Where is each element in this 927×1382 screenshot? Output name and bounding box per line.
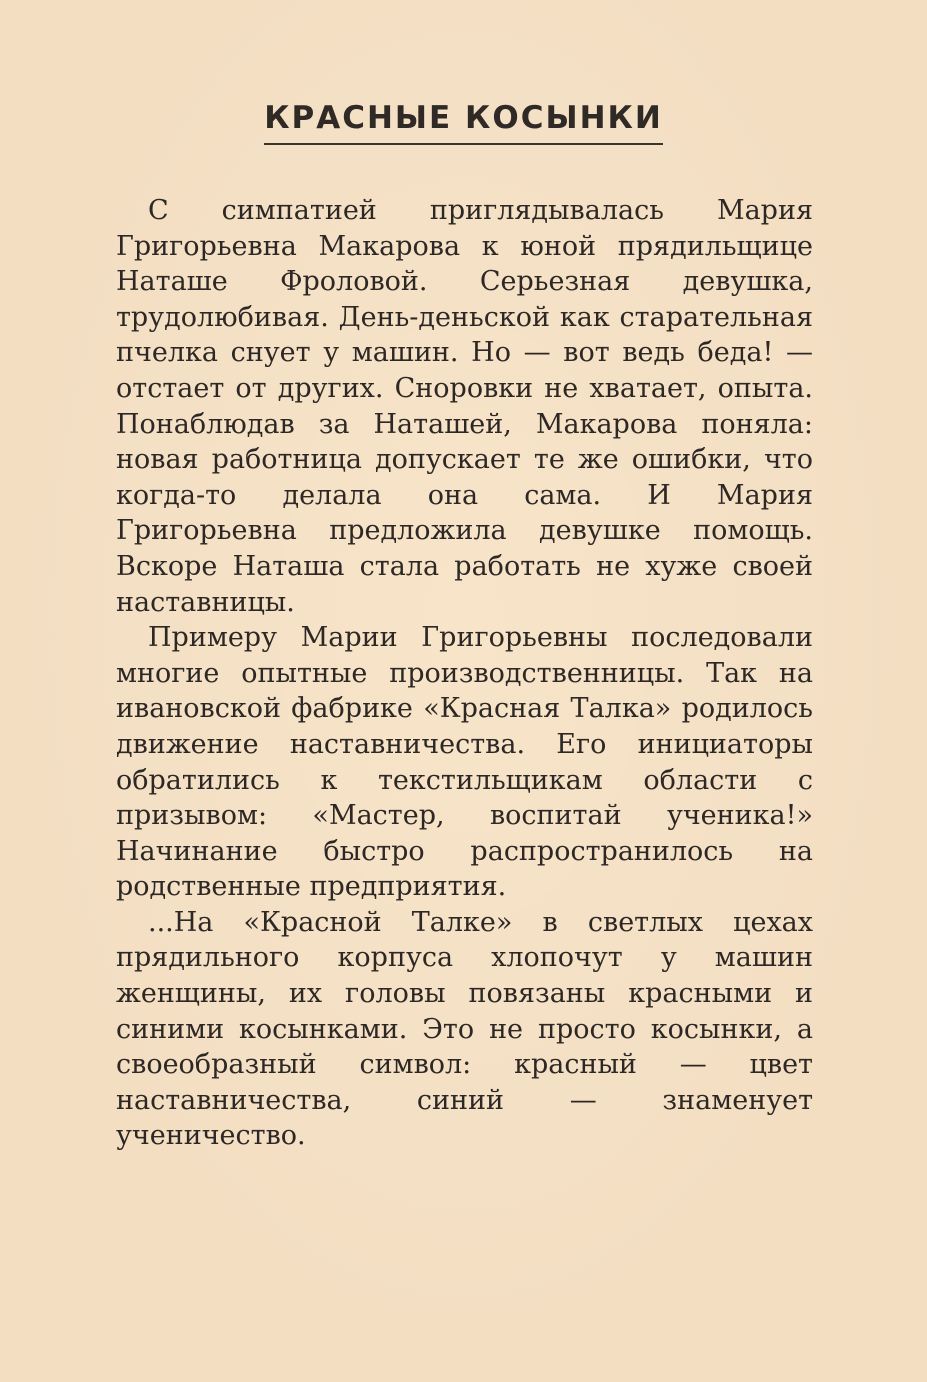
body-text	[116, 193, 813, 1154]
page-title: КРАСНЫЕ КОСЫНКИ	[264, 100, 663, 145]
paragraph-2: Примеру Марии Григорьевны последовали многие опытные производственницы. Так на ивановской фабрике «Красная Талка» родилось движение наставничества. Его инициаторы обратились к текстильщикам области с призывом: «Мастер, воспитай ученика!» Начинание быстро распространилось на родственные предприятия.	[116, 622, 813, 903]
paragraph-3: ...На «Красной Талке» в светлых цехах прядильного корпуса хлопочут у машин женщины, их головы повязаны красными и синими косынками. Это не просто косынки, а своеобразный символ: красный — цвет наставничества, синий — знаменует ученичество.	[116, 906, 813, 1152]
title-block	[0, 100, 927, 145]
paragraph-1: С симпатией приглядывалась Мария Григорьевна Макарова к юной прядильщице Наташе Фроловой. Серьезная девушка, трудолюбивая. День-деньской как старательная пчелка снует у машин. Но — вот ведь беда! — отстает от других. Сноровки не хватает, опыта. Понаблюдав за Наташей, Макарова поняла: новая работница допускает те же ошибки, что когда-то делала она сама. И Мария Григорьевна предложила девушке помощь. Вскоре Наташа стала работать не хуже своей наставницы.	[116, 195, 813, 618]
